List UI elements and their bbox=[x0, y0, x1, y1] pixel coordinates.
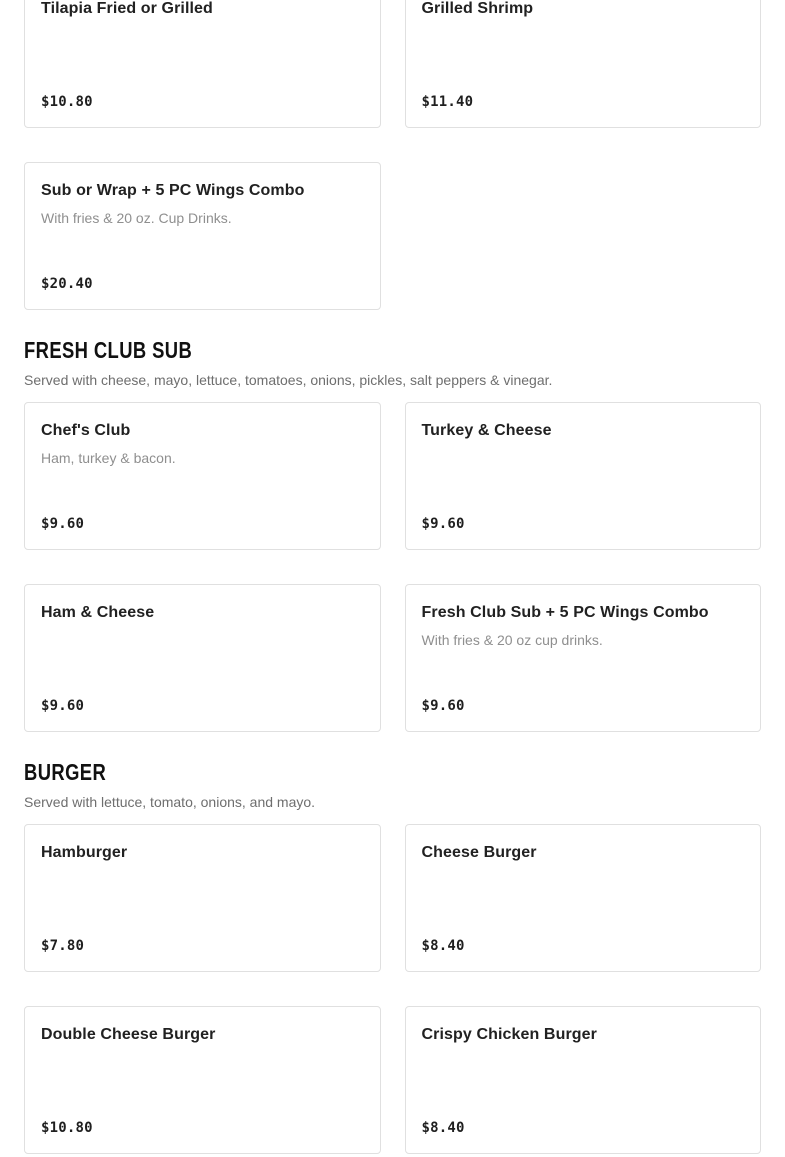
menu-item-title: Turkey & Cheese bbox=[421, 422, 552, 439]
menu-item-card[interactable] bbox=[405, 402, 762, 550]
menu-item-card[interactable] bbox=[24, 584, 381, 732]
menu-item-card[interactable] bbox=[405, 584, 762, 732]
menu-item-title: Double Cheese Burger bbox=[41, 1026, 216, 1043]
menu-item-card[interactable] bbox=[24, 162, 381, 310]
menu-item-title: Tilapia Fried or Grilled bbox=[41, 0, 213, 17]
menu-item-title: Grilled Shrimp bbox=[421, 0, 534, 17]
menu-item-card[interactable] bbox=[24, 402, 381, 550]
menu-item-card[interactable] bbox=[405, 1006, 762, 1154]
menu-item-title: Fresh Club Sub + 5 PC Wings Combo bbox=[421, 604, 709, 621]
menu-item-description: Ham, turkey & bacon. bbox=[41, 450, 176, 466]
menu-section bbox=[24, 338, 761, 732]
menu-item-description: With fries & 20 oz cup drinks. bbox=[421, 632, 603, 648]
menu-item-title: Sub or Wrap + 5 PC Wings Combo bbox=[41, 182, 305, 199]
menu-item-card[interactable] bbox=[24, 0, 381, 128]
menu-item-title: Crispy Chicken Burger bbox=[421, 1026, 597, 1043]
menu-item-price: $8.40 bbox=[421, 938, 465, 954]
menu-item-price: $20.40 bbox=[41, 276, 93, 292]
menu-item-price: $11.40 bbox=[421, 94, 474, 110]
menu-item-price: $9.60 bbox=[421, 698, 465, 714]
menu-item-price: $7.80 bbox=[41, 938, 85, 954]
menu-item-title: Ham & Cheese bbox=[41, 604, 155, 621]
section-grid bbox=[24, 402, 761, 732]
menu-section bbox=[24, 0, 761, 310]
menu-item-price: $10.80 bbox=[41, 1120, 93, 1136]
menu-item-price: $9.60 bbox=[41, 516, 85, 532]
section-grid bbox=[24, 824, 761, 1154]
menu-section bbox=[24, 760, 761, 1154]
section-description: Served with lettuce, tomato, onions, and mayo. bbox=[24, 794, 316, 810]
menu-item-title: Cheese Burger bbox=[421, 844, 537, 861]
section-grid bbox=[24, 0, 761, 310]
menu-item-price: $9.60 bbox=[421, 516, 465, 532]
menu-item-card[interactable] bbox=[405, 0, 762, 128]
menu-item-card[interactable] bbox=[405, 824, 762, 972]
section-header bbox=[24, 760, 761, 812]
section-title: BURGER bbox=[24, 759, 107, 785]
menu-item-price: $10.80 bbox=[41, 94, 93, 110]
menu-item-card[interactable] bbox=[24, 824, 381, 972]
menu-item-price: $9.60 bbox=[41, 698, 85, 714]
section-description: Served with cheese, mayo, lettuce, tomatoes, onions, pickles, salt peppers & vinegar. bbox=[24, 372, 553, 388]
section-header bbox=[24, 338, 761, 390]
menu-item-card[interactable] bbox=[24, 1006, 381, 1154]
menu-item-description: With fries & 20 oz. Cup Drinks. bbox=[41, 210, 232, 226]
section-title: FRESH CLUB SUB bbox=[24, 337, 193, 363]
menu-item-title: Chef's Club bbox=[41, 422, 131, 439]
menu-item-title: Hamburger bbox=[41, 844, 128, 861]
menu-item-price: $8.40 bbox=[421, 1120, 465, 1136]
